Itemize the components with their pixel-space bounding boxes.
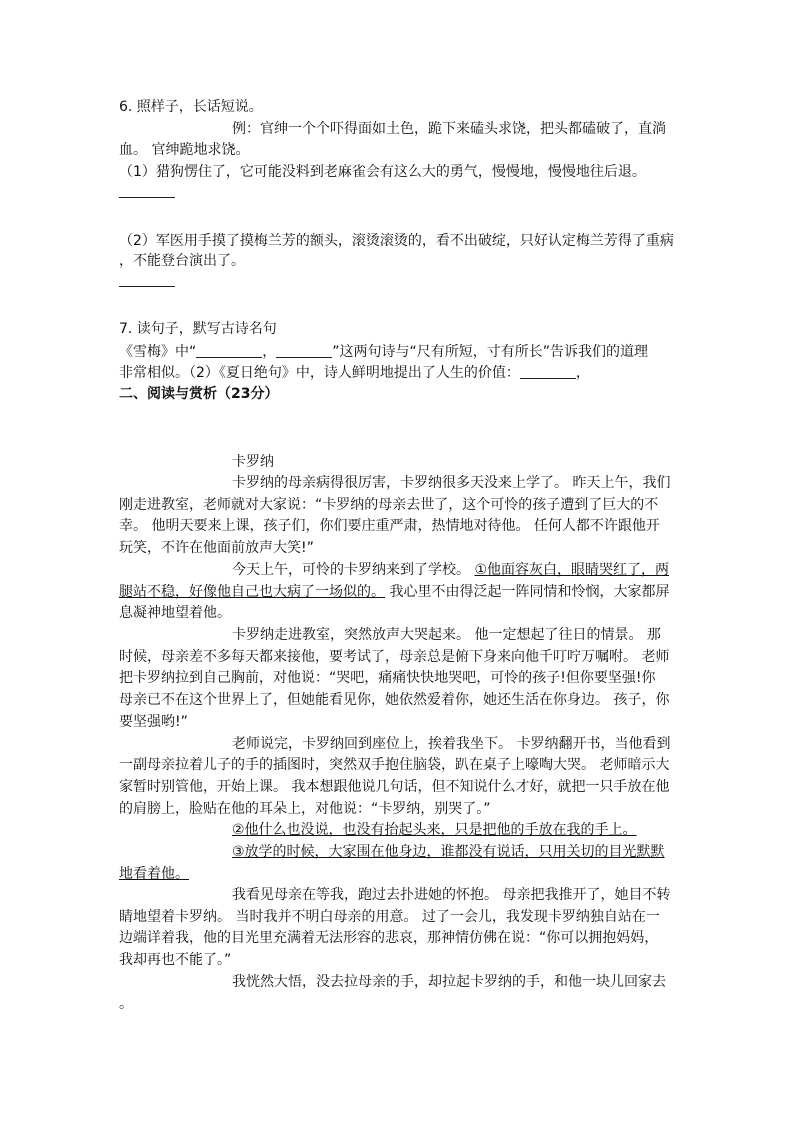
q7-line1-a: 《雪梅》中“ (119, 344, 197, 360)
passage-line: 我恍然大悟，没去拉母亲的手，却拉起卡罗纳的手，和他一块儿回家去 (232, 974, 666, 990)
passage-line: 幸。 他明天要来上课，孩子们，你们要庄重严肃，热情地对待他。 任何人都不许跟他开 (119, 518, 660, 534)
q6-item1-answer-line (119, 197, 175, 198)
passage-line: 时候，母亲差不多每天都来接他，要考试了，母亲总是俯下身来向他千叮咛万嘱咐。 老师 (119, 649, 670, 665)
passage-line: 我看见母亲在等我，跑过去扑进她的怀抱。 母亲把我推开了，她目不转 (232, 887, 671, 903)
passage-line: 老师说完，卡罗纳回到座位上，挨着我坐下。 卡罗纳翻开书，当他看到 (232, 736, 671, 752)
passage-line: 一副母亲拉着儿子的手的插图时，突然双手抱住脑袋，趴在桌子上嚎啕大哭。 老师暗示大 (119, 757, 670, 773)
underlined-sentence-2: ②他什么也没说，也没有抬起头来，只是把他的手放在我的手上。 (232, 822, 637, 838)
passage-line: 把卡罗纳拉到自己胸前，对他说：“哭吧，痛痛快快地哭吧，可怜的孩子!但你要坚强!你 (119, 670, 656, 686)
passage-line: 息凝神地望着他。 (119, 605, 231, 621)
passage-line: 要坚强哟!” (119, 714, 188, 730)
underlined-sentence-3: ③放学的时候，大家围在他身边，谁都没有说话，只用关切的目光默默 (232, 844, 665, 860)
passage-text: 今天上午，可怜的卡罗纳来到了学校。 (232, 562, 475, 578)
q7-line1-b: ”这两句诗与“尺有所短，寸有所长”告诉我们的道理 (332, 344, 649, 360)
q7-line2 (119, 363, 679, 383)
passage-line: 的肩膀上，脸贴在他的耳朵上，对他说：“卡罗纳，别哭了。” (119, 801, 491, 817)
passage-line (119, 582, 679, 602)
q6-example-line2: 血。 官绅跪地求饶。 (119, 142, 250, 158)
underlined-sentence-1-cont: 腿站不稳，好像他自己也大病了一场似的。 (119, 584, 385, 600)
q7-line2-a: 非常相似。（2）《夏日绝句》中，诗人鲜明地提出了人生的价值： (119, 365, 520, 381)
passage-line: 卡罗纳走进教室，突然放声大哭起来。 他一定想起了往日的情景。 那 (232, 627, 661, 643)
q6-title: 6. 照样子，长话短说。 (119, 99, 263, 115)
q6-item2-line1: （2）军医用手摸了摸梅兰芳的额头，滚烫滚烫的，看不出破绽，只好认定梅兰芳得了重病 (119, 233, 674, 249)
q7-line2-b: ， (575, 365, 590, 381)
q7-title: 7. 读句子，默写古诗名句 (119, 321, 277, 337)
passage-line: 母亲已不在这个世界上了，但她能看见你，她依然爱着你，她还生活在你身边。 孩子，你 (119, 692, 670, 708)
passage-line: 边端详着我，他的目光里充满着无法形容的悲哀，那神情仿佛在说：“你可以拥抱妈妈， (119, 930, 659, 946)
section-title: 二、阅读与赏析（23分） (119, 386, 279, 402)
q7-line1 (119, 342, 679, 362)
passage-line (232, 560, 679, 580)
passage-line: 家暂时别管他，开始上课。 我本想跟他说几句话，但不知说什么才好，就把一只手放在他 (119, 779, 670, 795)
q7-line1-sep: ， (262, 344, 277, 360)
passage-line: 睛地望着卡罗纳。 当时我并不明白母亲的用意。 过了一会儿，我发现卡罗纳独自站在一 (119, 909, 660, 925)
q6-item1: （1）猎狗愣住了，它可能没料到老麻雀会有这么大的勇气，慢慢地，慢慢地往后退。 (119, 164, 646, 180)
q6-example-line1: 例：官绅一个个吓得面如土色，跪下来磕头求饶，把头都磕破了，直淌 (232, 121, 666, 137)
passage-text: 我心里不由得泛起一阵同情和怜悯，大家都屏 (385, 584, 670, 600)
underlined-sentence-1: ①他面容灰白，眼睛哭红了，两 (474, 562, 670, 578)
passage-line: 卡罗纳的母亲病得很厉害，卡罗纳很多天没来上学了。 昨天上午，我们 (232, 475, 671, 491)
passage-line: 刚走进教室，老师就对大家说：“卡罗纳的母亲去世了，这个可怜的孩子遭到了巨大的不 (119, 497, 659, 513)
q7-blank-1 (196, 343, 262, 358)
passage-title: 卡罗纳 (232, 454, 274, 470)
q6-item2-line2: ，不能登台演出了。 (119, 253, 245, 269)
passage-line: 我却再也不能了。” (119, 952, 232, 968)
passage-line: 玩笑，不许在他面前放声大笑!” (119, 540, 314, 556)
passage-line: 。 (119, 996, 133, 1012)
q7-blank-3 (520, 364, 576, 379)
q7-blank-2 (276, 343, 332, 358)
q6-item2-answer-line (119, 286, 175, 287)
underlined-sentence-3-cont: 地看着他。 (119, 866, 189, 882)
